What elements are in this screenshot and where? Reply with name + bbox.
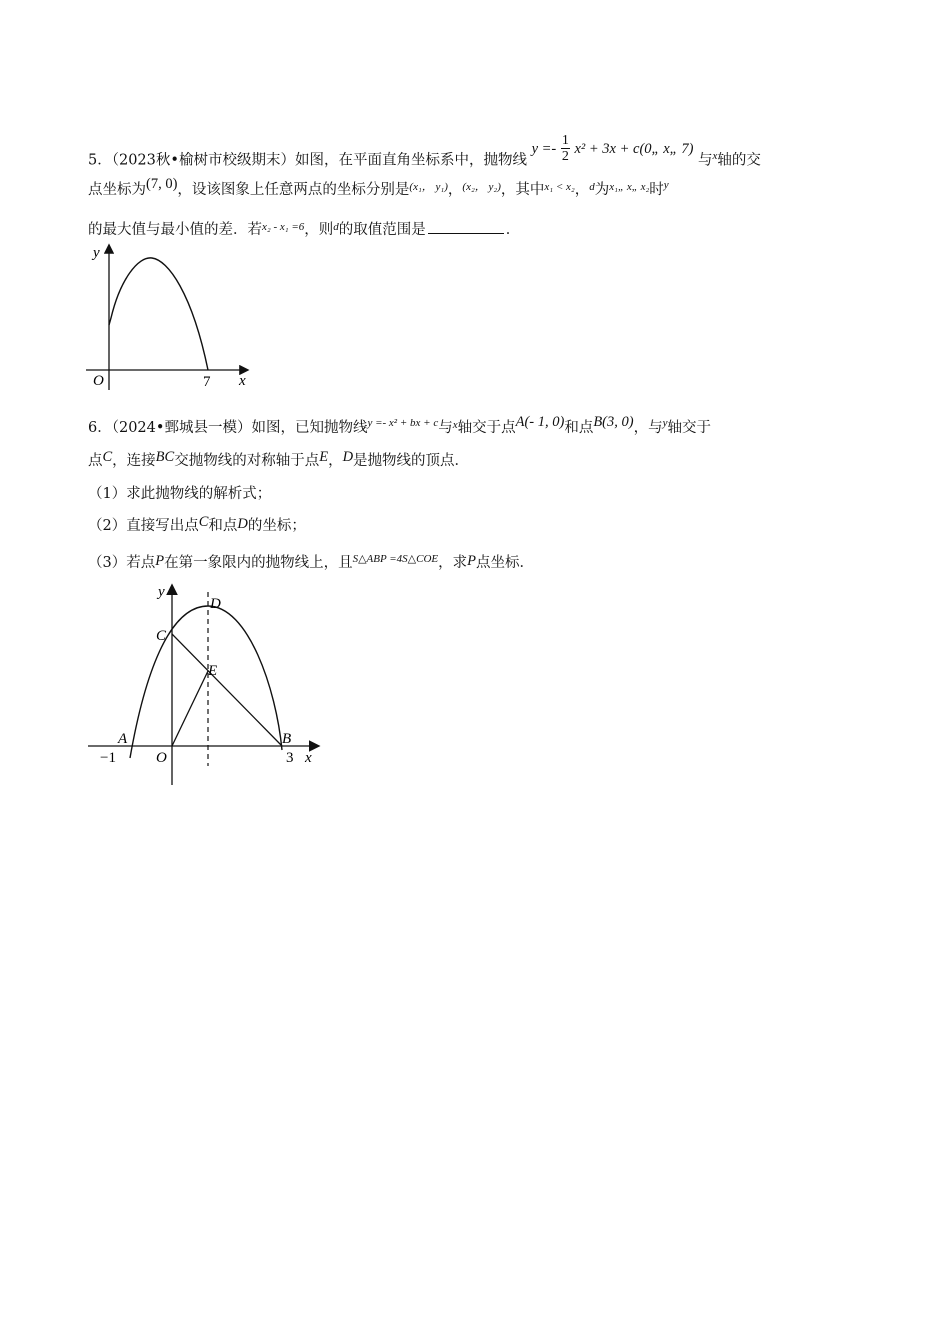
q6-equation: y =- x² + bx + c bbox=[367, 417, 439, 429]
axis-label-y: y bbox=[158, 584, 165, 600]
q5-figure bbox=[82, 238, 257, 393]
parabola-curve bbox=[130, 606, 282, 758]
q6-text: 的坐标； bbox=[247, 518, 306, 534]
frac-num: 1 bbox=[561, 133, 569, 148]
q6-text: 在第一象限内的抛物线上，且 bbox=[164, 555, 353, 571]
point-A: A(- 1, 0) bbox=[515, 414, 565, 430]
q6-text: 和点 bbox=[208, 518, 238, 534]
point-label-c: C bbox=[156, 628, 167, 644]
segment-bc bbox=[172, 634, 282, 746]
q5-number: 5． bbox=[88, 152, 112, 169]
label-D: D bbox=[237, 516, 248, 532]
q5-text: ， bbox=[447, 182, 463, 198]
q6-text: （3）若点 bbox=[88, 555, 156, 571]
var-x: x bbox=[452, 419, 458, 431]
q5-text: 如图，在平面直角坐标系中，抛物线 bbox=[294, 152, 527, 169]
point-label-b: B bbox=[282, 731, 292, 747]
q6-subquestion-1: （1）求此抛物线的解析式； bbox=[88, 486, 272, 502]
q5-line-2 bbox=[88, 176, 669, 201]
parabola-curve bbox=[109, 258, 208, 370]
q5-text: 的取值范围是 bbox=[338, 222, 426, 238]
origin-label: O bbox=[93, 373, 104, 389]
label-E: E bbox=[319, 449, 329, 465]
q6-text: 轴交于 bbox=[667, 420, 711, 436]
q5-text: ． bbox=[505, 222, 521, 238]
q5-text: ，设该图象上任意两点的坐标分别是 bbox=[177, 182, 410, 198]
axis-label-x: x bbox=[239, 373, 246, 389]
point-label-a: A bbox=[118, 731, 128, 747]
q6-text: 和点 bbox=[564, 420, 594, 436]
q6-line-1 bbox=[88, 414, 711, 439]
q5-eq-rhs: x² + 3x + c(0„ x„ 7) bbox=[574, 140, 694, 157]
q6-text: ，求 bbox=[438, 555, 468, 571]
q6-text: （2）直接写出点 bbox=[88, 518, 199, 534]
q6-figure bbox=[86, 578, 326, 790]
q6-text: 如图，已知抛物线 bbox=[251, 420, 368, 436]
label-P: P bbox=[467, 553, 477, 569]
q5-text: ， bbox=[574, 182, 590, 198]
q5-text: 时 bbox=[649, 182, 664, 198]
q5-text: ，则 bbox=[304, 222, 334, 238]
q5-equation bbox=[531, 133, 698, 164]
q5-eq-lhs: y =- bbox=[531, 140, 557, 157]
var-y: y bbox=[663, 179, 669, 191]
label-D: D bbox=[342, 449, 354, 465]
segment-oe bbox=[172, 671, 208, 746]
point-label-d: D bbox=[210, 596, 221, 612]
q5-text: ，其中 bbox=[500, 182, 545, 198]
q6-source: （2024•鄄城县一模） bbox=[111, 420, 252, 436]
label-P: P bbox=[155, 553, 165, 569]
inequality-x1-x2: x₁ < x₂ bbox=[544, 181, 575, 193]
var-d: d bbox=[333, 221, 339, 233]
q5-text: 点坐标为 bbox=[88, 182, 146, 198]
q6-text: 是抛物线的顶点． bbox=[353, 453, 470, 469]
axis-label-y: y bbox=[93, 245, 100, 261]
origin-label: O bbox=[156, 750, 167, 766]
condition-x2-x1: x₂ - x₁ =6 bbox=[262, 221, 305, 233]
q6-text: 与 bbox=[438, 420, 453, 436]
var-x: x bbox=[712, 149, 718, 162]
q5-text: 与 bbox=[698, 152, 713, 169]
q6-sub-1 bbox=[88, 484, 271, 504]
q6-number: 6． bbox=[88, 420, 112, 436]
q5-text: 为 bbox=[594, 182, 610, 198]
tick-label-7: 7 bbox=[203, 374, 211, 390]
q6-text: ， bbox=[328, 453, 343, 469]
answer-blank[interactable] bbox=[428, 219, 504, 234]
q6-text: 点 bbox=[88, 453, 103, 469]
frac-den: 2 bbox=[561, 149, 569, 164]
q6-line-2 bbox=[88, 451, 469, 471]
point-x1-y1: (x₁， y₁) bbox=[409, 181, 448, 193]
point-7-0: (7, 0) bbox=[146, 176, 178, 192]
var-d: d bbox=[589, 181, 595, 193]
point-label-e: E bbox=[208, 663, 218, 679]
segment-BC: BC bbox=[155, 449, 175, 465]
q5-source: （2023秋•榆树市校级期末） bbox=[111, 152, 295, 169]
q5-text: 轴的交 bbox=[717, 152, 761, 169]
q6-text: 点坐标． bbox=[476, 555, 535, 571]
q6-text: ，连接 bbox=[112, 453, 156, 469]
q6-text: 交抛物线的对称轴于点 bbox=[174, 453, 320, 469]
label-C: C bbox=[198, 514, 209, 530]
point-B: B(3, 0) bbox=[593, 414, 634, 430]
q6-text: ，与 bbox=[633, 420, 663, 436]
var-y: y bbox=[662, 417, 668, 429]
q6-sub-3 bbox=[88, 553, 534, 574]
axis-label-x: x bbox=[305, 750, 312, 766]
area-equation: S△ABP =4S△COE bbox=[352, 553, 439, 565]
q5-text: 的最大值与最小值的差．若 bbox=[88, 222, 262, 238]
tick-label-3: 3 bbox=[286, 750, 294, 766]
range-x1-x2: x₁„ x„ x₂ bbox=[609, 181, 650, 193]
q5-line-1 bbox=[88, 133, 761, 176]
label-C: C bbox=[102, 449, 113, 465]
point-x2-y2: (x₂， y₂) bbox=[462, 181, 501, 193]
q6-sub-2 bbox=[88, 516, 306, 536]
tick-label-neg1: −1 bbox=[100, 750, 116, 766]
q5-eq-fraction bbox=[561, 133, 570, 164]
q6-text: 轴交于点 bbox=[457, 420, 516, 436]
